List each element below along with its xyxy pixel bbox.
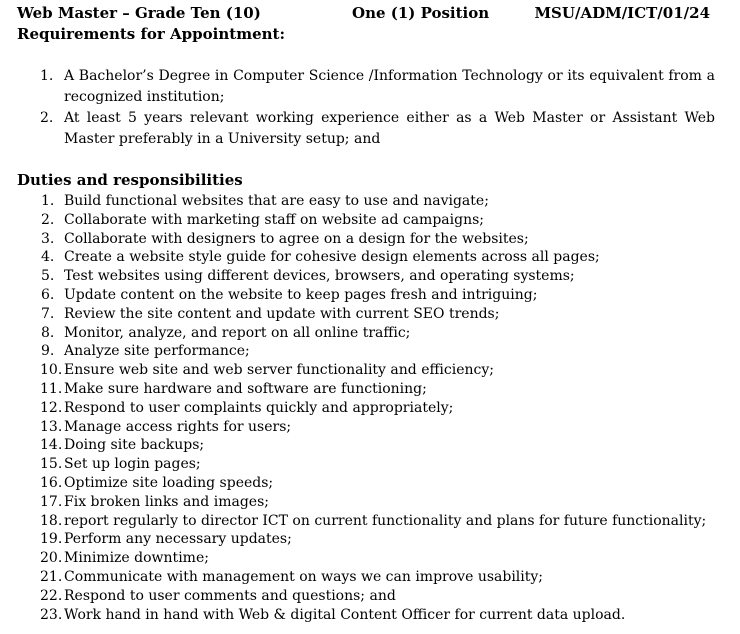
- duty-number: 23.: [40, 606, 63, 623]
- duty-item: [17, 342, 717, 361]
- duty-item: [17, 380, 717, 399]
- duty-item: [17, 361, 717, 380]
- duty-item: [17, 418, 717, 437]
- duty-item: [17, 267, 717, 286]
- job-header: [17, 4, 710, 24]
- duty-number: 13.: [40, 418, 63, 435]
- duty-text: Monitor, analyze, and report on all online traffic;: [64, 324, 411, 341]
- duty-item: [17, 248, 717, 267]
- duty-item: [17, 568, 717, 587]
- duty-number: 6.: [41, 286, 55, 303]
- duty-text: Test websites using different devices, browsers, and operating systems;: [64, 268, 575, 285]
- duty-number: 20.: [40, 550, 63, 567]
- duty-number: 16.: [40, 474, 63, 491]
- duty-text: Make sure hardware and software are functioning;: [64, 380, 427, 397]
- duty-number: 17.: [40, 493, 63, 510]
- duty-item: [17, 530, 717, 549]
- duties-heading: Duties and responsibilities: [17, 171, 243, 189]
- duty-text: Communicate with management on ways we can improve usability;: [64, 568, 544, 585]
- duty-text: Analyze site performance;: [64, 343, 250, 360]
- duty-number: 21.: [40, 568, 63, 585]
- duty-number: 18.: [40, 512, 63, 529]
- duty-number: 9.: [41, 343, 55, 360]
- duty-text: Build functional websites that are easy to use and navigate;: [64, 193, 489, 209]
- requirement-text: At least 5 years relevant working experience either as a Web Master or Assistant Web Master preferably in a University setup; and: [64, 110, 715, 147]
- duty-item: [17, 549, 717, 568]
- reference-number: MSU/ADM/ICT/01/24: [534, 4, 710, 22]
- duty-text: Create a website style guide for cohesive design elements across all pages;: [64, 249, 600, 266]
- duty-text: Doing site backups;: [64, 437, 205, 454]
- duty-item: [17, 399, 717, 418]
- duty-text: report regularly to director ICT on current functionality and plans for future functionality;: [64, 512, 707, 529]
- position-count: One (1) Position: [352, 4, 490, 22]
- duty-number: 7.: [41, 305, 55, 322]
- duty-text: Collaborate with designers to agree on a design for the websites;: [64, 230, 529, 247]
- duty-item: [17, 493, 717, 512]
- duty-item: [17, 324, 717, 343]
- duty-item: [17, 192, 717, 211]
- duty-item: [17, 211, 717, 230]
- duty-item: [17, 587, 717, 606]
- duty-item: [17, 606, 717, 625]
- duty-number: 1.: [41, 193, 55, 209]
- requirements-heading: Requirements for Appointment:: [17, 25, 285, 43]
- duty-number: 22.: [40, 587, 63, 604]
- duty-text: Respond to user complaints quickly and appropriately;: [64, 399, 454, 416]
- duty-text: Ensure web site and web server functionality and efficiency;: [64, 362, 494, 379]
- duty-item: [17, 455, 717, 474]
- duty-item: [17, 305, 717, 324]
- requirement-number: 1.: [40, 68, 54, 84]
- duty-item: [17, 512, 717, 531]
- duty-text: Perform any necessary updates;: [64, 531, 292, 548]
- requirement-text: A Bachelor’s Degree in Computer Science /Information Technology or its equivalent from a recognized institution;: [64, 68, 715, 105]
- duty-number: 3.: [41, 230, 55, 247]
- duty-number: 10.: [40, 362, 63, 379]
- duties-list: [17, 192, 717, 624]
- duty-text: Review the site content and update with current SEO trends;: [64, 305, 500, 322]
- duty-text: Update content on the website to keep pages fresh and intriguing;: [64, 286, 538, 303]
- duty-number: 14.: [40, 437, 63, 454]
- job-title: Web Master – Grade Ten (10): [17, 4, 261, 22]
- duty-text: Fix broken links and images;: [64, 493, 269, 510]
- duty-text: Set up login pages;: [64, 456, 201, 473]
- duty-item: [17, 436, 717, 455]
- duty-number: 8.: [41, 324, 55, 341]
- duty-number: 4.: [41, 249, 55, 266]
- duty-text: Optimize site loading speeds;: [64, 474, 274, 491]
- duty-text: Collaborate with marketing staff on website ad campaigns;: [64, 211, 484, 228]
- duty-item: [17, 286, 717, 305]
- requirement-number: 2.: [40, 110, 54, 126]
- duty-number: 19.: [40, 531, 63, 548]
- duty-number: 15.: [40, 456, 63, 473]
- requirement-item: [17, 66, 715, 108]
- requirements-list: [17, 66, 715, 150]
- duty-item: [17, 230, 717, 249]
- duty-number: 12.: [40, 399, 63, 416]
- duty-text: Respond to user comments and questions; and: [64, 587, 396, 604]
- duty-text: Minimize downtime;: [64, 550, 209, 567]
- duty-item: [17, 474, 717, 493]
- duty-number: 2.: [41, 211, 55, 228]
- duty-text: Manage access rights for users;: [64, 418, 292, 435]
- requirement-item: [17, 108, 715, 150]
- duty-number: 5.: [41, 268, 55, 285]
- duty-text: Work hand in hand with Web & digital Content Officer for current data upload.: [64, 606, 626, 623]
- duty-number: 11.: [40, 380, 63, 397]
